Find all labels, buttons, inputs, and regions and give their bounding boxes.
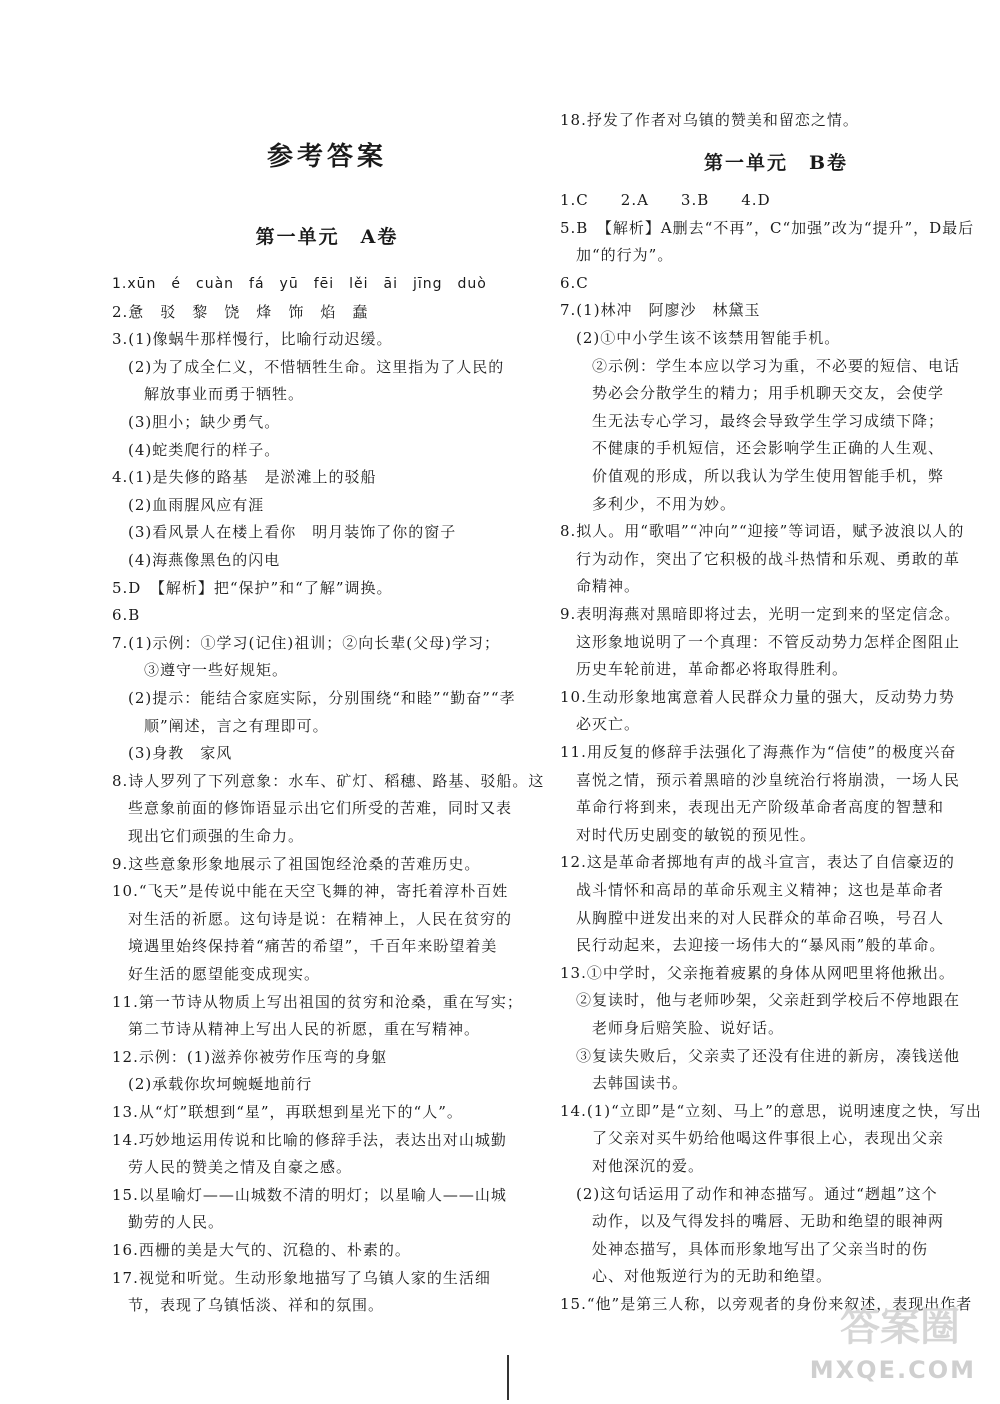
answer-line: 14.(1)“立即”是“立刻、马上”的意思，说明速度之快，写出 <box>560 1101 982 1120</box>
answer-line: 对他深沉的爱。 <box>560 1157 705 1175</box>
answer-line: (3)身教 家风 <box>112 744 233 763</box>
answer-line: 喜悦之情，预示着黑暗的沙皇统治行将崩溃，一场人民 <box>560 770 961 789</box>
answer-line: 12.示例：(1)滋养你被劳作压弯的身躯 <box>112 1047 388 1066</box>
page-title: 参考答案 <box>266 142 387 172</box>
answer-line: (4)蛇类爬行的样子。 <box>112 440 281 459</box>
answer-line: 命精神。 <box>560 577 641 596</box>
answer-line: 14.巧妙地运用传说和比喻的修辞手法，表达出对山城勤 <box>112 1130 507 1149</box>
answer-line: (2)这句话运用了动作和神态描写。通过“趔趄”这个 <box>560 1184 938 1203</box>
section-title-a: 第一单元 A卷 <box>255 226 399 248</box>
answer-line: 3.(1)像蜗牛那样慢行，比喻行动迟缓。 <box>112 330 393 349</box>
answer-line: 13.①中学时，父亲拖着疲累的身体从网吧里将他揪出。 <box>560 963 955 982</box>
answer-line: 对生活的祈愿。这句诗是说：在精神上，人民在贫穷的 <box>112 909 513 928</box>
answer-line: 从胸膛中迸发出来的对人民群众的革命召唤，号召人 <box>560 908 945 927</box>
answer-line: 11.用反复的修辞手法强化了海燕作为“信使”的极度兴奋 <box>560 743 957 761</box>
answer-line: 2.惫 驳 黎 饶 烽 饰 焰 蠢 <box>112 302 369 321</box>
answer-line: 16.西栅的美是大气的、沉稳的、朴素的。 <box>112 1241 411 1259</box>
answer-line: 第二节诗从精神上写出人民的祈愿，重在写精神。 <box>112 1020 481 1039</box>
answer-line: (2)为了成全仁义，不惜牺牲生命。这里指为了人民的 <box>112 357 505 376</box>
answer-line: 解放事业而勇于牺牲。 <box>112 385 305 404</box>
answer-line: 些意象前面的修饰语显示出它们所受的苦难，同时又表 <box>112 799 513 818</box>
answer-line: 勤劳的人民。 <box>112 1213 225 1232</box>
answer-line: 8.诗人罗列了下列意象：水车、矿灯、稻穗、路基、驳船。这 <box>112 771 545 790</box>
answer-line: 革命行将到来，表现出无产阶级革命者高度的智慧和 <box>560 798 945 817</box>
answer-line: 10.生动形象地寓意着人民群众力量的强大，反动势力势 <box>560 687 955 706</box>
answer-line: (2)①中小学生该不该禁用智能手机。 <box>560 329 841 347</box>
answer-line: 劳人民的赞美之情及自豪之感。 <box>112 1158 353 1177</box>
answer-line: 行为动作，突出了它积极的战斗热情和乐观、勇敢的革 <box>560 549 961 568</box>
answer-line: 9.这些意象形象地展示了祖国饱经沧桑的苦难历史。 <box>112 854 481 873</box>
answer-line: ③遵守一些好规矩。 <box>112 661 289 680</box>
answer-line: 现出它们顽强的生命力。 <box>112 827 305 845</box>
answer-line: 去韩国读书。 <box>560 1074 689 1093</box>
answer-line: 心、对他叛逆行为的无助和绝望。 <box>560 1267 833 1286</box>
answer-line: 6.C <box>560 273 589 292</box>
answer-line: 15.以星喻灯——山城数不清的明灯；以星喻人——山城 <box>112 1185 507 1204</box>
answer-line: 生无法专心学习，最终会导致学生学习成绩下降； <box>560 411 945 430</box>
answer-line: 15.“他”是第三人称，以旁观者的身份来叙述，表现出作者 <box>560 1295 973 1313</box>
answer-line: 节，表现了乌镇恬淡、祥和的氛围。 <box>112 1296 385 1315</box>
answer-line: (4)海燕像黑色的闪电 <box>112 551 281 569</box>
answer-line: 必灭亡。 <box>560 715 641 734</box>
answer-line: (3)看风景人在楼上看你 明月装饰了你的窗子 <box>112 523 457 542</box>
answer-line: 战斗情怀和高昂的革命乐观主义精神；这也是革命者 <box>560 881 945 899</box>
answer-line: 11.第一节诗从物质上写出祖国的贫穷和沧桑，重在写实； <box>112 992 523 1011</box>
answer-line: 12.这是革命者掷地有声的战斗宣言，表达了自信豪迈的 <box>560 853 955 872</box>
answer-line: 不健康的手机短信，还会影响学生正确的人生观、 <box>560 439 945 458</box>
watermark-logo <box>809 1304 990 1396</box>
answer-line: 多利少，不用为妙。 <box>560 494 737 513</box>
answer-line: 好生活的愿望能变成现实。 <box>112 965 321 983</box>
answer-line: ②示例：学生本应以学习为重，不必要的短信、电话 <box>560 356 961 375</box>
answer-line: (3)胆小；缺少勇气。 <box>112 413 281 431</box>
answer-line: 17.视觉和听觉。生动形象地描写了乌镇人家的生活细 <box>112 1268 491 1287</box>
answer-line: 老师身后赔笑脸、说好话。 <box>560 1019 785 1037</box>
answer-line: 1.C 2.A 3.B 4.D <box>560 191 771 209</box>
answer-line: 处神态描写，具体而形象地写出了父亲当时的伤 <box>560 1239 929 1258</box>
answer-line: ③复读失败后，父亲卖了还没有住进的新房，凑钱送他 <box>560 1046 961 1065</box>
answer-line: 加“的行为”。 <box>560 246 674 265</box>
answer-line: 境遇里始终保持着“痛苦的希望”，千百年来盼望着美 <box>112 937 498 956</box>
answer-line: 顺”阐述，言之有理即可。 <box>112 716 329 735</box>
answer-line: 5.D 【解析】把“保护”和“了解”调换。 <box>112 578 393 597</box>
answer-line: 1.xūn é cuàn fá yū fēi lěi āi jīng duò <box>112 276 487 292</box>
answer-line: 13.从“灯”联想到“星”，再联想到星光下的“人”。 <box>112 1103 463 1121</box>
answer-line: 了父亲对买牛奶给他喝这件事很上心，表现出父亲 <box>560 1129 945 1148</box>
answer-line: 5.B 【解析】A删去“不再”，C“加强”改为“提升”，D最后 <box>560 218 975 237</box>
scan-mark <box>507 1355 509 1400</box>
watermark-site-text: MXQE.COM <box>809 1356 976 1384</box>
answer-line: 8.拟人。用“歌唱”“冲向”“迎接”等词语，赋予波浪以人的 <box>560 522 965 541</box>
answer-line: 4.(1)是失修的路基 是淤滩上的驳船 <box>112 468 377 487</box>
answer-line: 民行动起来，去迎接一场伟大的“暴风雨”般的革命。 <box>560 936 946 955</box>
section-title-b: 第一单元 B卷 <box>703 152 849 174</box>
answer-line: 18.抒发了作者对乌镇的赞美和留恋之情。 <box>560 111 859 129</box>
answer-line: (2)承载你坎坷蜿蜒地前行 <box>112 1075 313 1094</box>
answer-line: 6.B <box>112 606 141 625</box>
answer-line: 7.(1)示例：①学习(记住)祖训；②向长辈(父母)学习； <box>112 633 500 652</box>
answer-line: (2)血雨腥风应有涯 <box>112 495 265 514</box>
answer-line: ②复读时，他与老师吵架，父亲赶到学校后不停地跟在 <box>560 991 961 1010</box>
answer-line: 势必会分散学生的精力；用手机聊天交友，会使学 <box>560 384 945 403</box>
watermark-logo-text: 答案圈 <box>840 1304 960 1350</box>
answer-line: 7.(1)林冲 阿廖沙 林黛玉 <box>560 301 761 320</box>
answer-line: 历史车轮前进，革命都必将取得胜利。 <box>560 660 849 679</box>
answer-line: 10.“飞天”是传说中能在天空飞舞的神，寄托着淳朴百姓 <box>112 882 509 901</box>
answer-line: 对时代历史剧变的敏锐的预见性。 <box>560 825 817 844</box>
answer-line: (2)提示：能结合家庭实际，分别围绕“和睦”“勤奋”“孝 <box>112 689 516 707</box>
answer-line: 9.表明海燕对黑暗即将过去，光明一定到来的坚定信念。 <box>560 605 961 623</box>
answer-line: 价值观的形成，所以我认为学生使用智能手机，弊 <box>560 467 945 485</box>
answer-line: 动作，以及气得发抖的嘴唇、无助和绝望的眼神两 <box>560 1212 945 1231</box>
answer-line: 这形象地说明了一个真理：不管反动势力怎样企图阻止 <box>560 632 961 651</box>
